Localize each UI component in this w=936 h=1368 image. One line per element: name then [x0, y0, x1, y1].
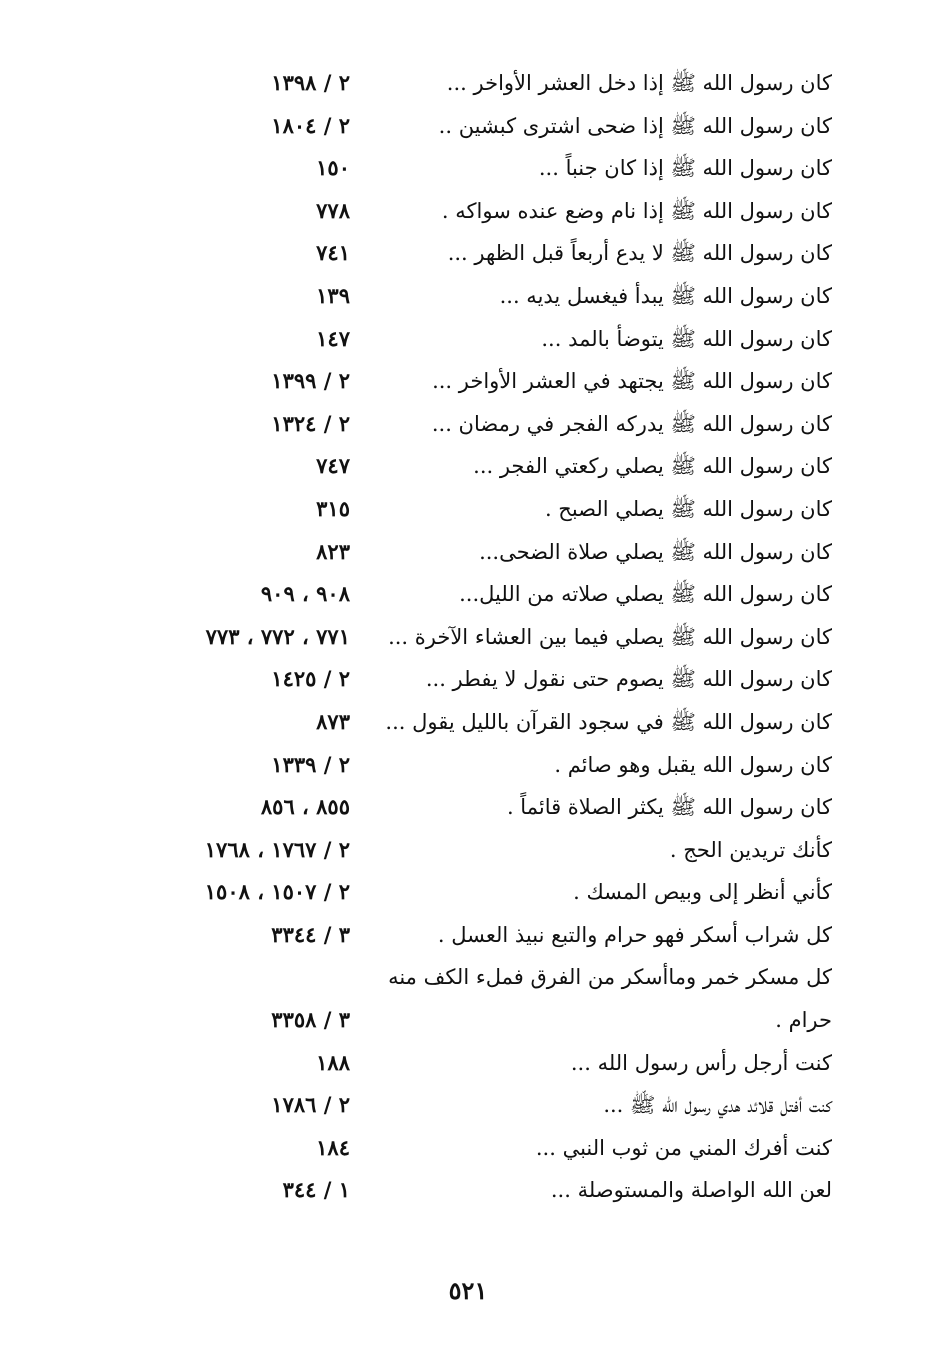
entry-reference: ١٨٨ [316, 1049, 350, 1075]
index-entry [120, 616, 832, 659]
entry-text: كأني أنظر إلى وبيص المسك . [573, 880, 832, 905]
index-entry [120, 403, 832, 446]
index-entry [120, 275, 832, 318]
entry-reference: ٨٢٣ [316, 538, 350, 564]
index-entry [120, 147, 832, 190]
index-entry [120, 1084, 832, 1127]
entry-reference: ٢ / ١٣٩٩ [271, 368, 350, 394]
entry-text: كان رسول الله يقبل وهو صائم . [554, 752, 832, 777]
entry-reference: ٣١٥ [316, 495, 350, 521]
index-entry [120, 1042, 832, 1085]
entry-text: كل مسكر خمر وماأسكر من الفرق فملء الكف منه [388, 965, 832, 990]
entry-text: كان رسول الله ﷺ إذا ضحى اشترى كبشين .. [438, 113, 832, 138]
entry-reference: ٢ / ١٨٠٤ [271, 112, 350, 138]
index-entry [120, 658, 832, 701]
index-entry [120, 488, 832, 531]
entry-reference: ٨٧٣ [316, 708, 350, 734]
entry-reference: ٣ / ٣٣٥٨ [271, 1007, 350, 1033]
entry-text: كان رسول الله ﷺ يكثر الصلاة قائماً . [506, 795, 832, 820]
entry-text: كنت أرجل رأس رسول الله ... [570, 1050, 832, 1075]
entry-text: كان رسول الله ﷺ يصلي صلاة الضحى... [479, 539, 832, 564]
index-entry [120, 1169, 832, 1212]
entry-reference: ٢ / ١٧٨٦ [271, 1092, 350, 1118]
index-entry [120, 232, 832, 275]
index-entry [120, 871, 832, 914]
index-entry [120, 829, 832, 872]
entry-text: كان رسول الله ﷺ يبدأ فيغسل يديه ... [499, 283, 832, 308]
entry-text: كأنك تريدين الحج . [669, 837, 832, 862]
entry-reference: ١ / ٣٤٤ [282, 1177, 350, 1203]
index-entry [120, 531, 832, 574]
entry-reference: ٧٧٨ [316, 197, 350, 223]
entry-reference: ٣ / ٣٣٤٤ [271, 921, 350, 947]
page-number: ٥٢١ [448, 1276, 488, 1305]
entry-text: كان رسول الله ﷺ إذا دخل العشر الأواخر ... [446, 71, 832, 95]
index-entry [120, 786, 832, 829]
entry-reference: ١٤٧ [316, 325, 350, 351]
entry-text: لعن الله الواصلة والمستوصلة ... [550, 1178, 832, 1203]
entry-text: كنت أفرك المني من ثوب النبي ... [535, 1135, 832, 1160]
index-entry [120, 105, 832, 148]
entry-text: كان رسول الله ﷺ يصلي صلاته من الليل... [459, 582, 832, 607]
entry-reference: ١٥٠ [316, 155, 350, 181]
index-entry [120, 701, 832, 744]
entry-reference: ٧٧١ ، ٧٧٢ ، ٧٧٣ [205, 623, 350, 649]
entry-text: كان رسول الله ﷺ يتوضأ بالمد ... [541, 326, 832, 351]
index-entry [120, 62, 832, 105]
entry-reference: ٩٠٨ ، ٩٠٩ [260, 581, 350, 607]
entry-reference: ٨٥٥ ، ٨٥٦ [260, 794, 350, 820]
entry-text: كان رسول الله ﷺ يصلي ركعتي الفجر ... [473, 454, 832, 479]
entry-reference: ١٣٩ [316, 282, 350, 308]
entry-reference: ٢ / ١٧٦٧ ، ١٧٦٨ [204, 836, 350, 862]
entry-reference: ٢ / ١٣٣٩ [271, 751, 350, 777]
entry-text: كان رسول الله ﷺ في سجود القرآن بالليل يقول ... [385, 709, 832, 734]
index-entry [120, 360, 832, 403]
index-entry [120, 1127, 832, 1170]
entry-reference: ٢ / ١٤٢٥ [271, 666, 350, 692]
index-entry [120, 190, 832, 233]
entry-text: كان رسول الله ﷺ يصوم حتى نقول لا يفطر ... [425, 667, 832, 692]
entry-reference: ٧٤١ [316, 240, 350, 266]
entry-text: حرام . [775, 1008, 832, 1033]
hadith-index-list [120, 62, 832, 1212]
index-entry [120, 573, 832, 616]
entry-text: كان رسول الله ﷺ يصلي الصبح . [544, 496, 832, 521]
entry-text: كل شراب أسكر فهو حرام والتبع نبيذ العسل . [437, 922, 832, 947]
entry-reference: ٧٤٧ [316, 453, 350, 479]
entry-reference: ٢ / ١٣٩٨ [271, 70, 350, 95]
entry-reference: ٢ / ١٣٢٤ [271, 410, 350, 436]
entry-text: كان رسول الله ﷺ لا يدع أربعاً قبل الظهر ... [447, 241, 832, 266]
entry-text: كان رسول الله ﷺ يصلي فيما بين العشاء الآخرة ... [388, 624, 832, 649]
index-entry [120, 999, 832, 1042]
index-entry [120, 956, 832, 999]
entry-text: كان رسول الله ﷺ إذا كان جنباً ... [538, 156, 832, 181]
index-entry [120, 914, 832, 957]
index-entry [120, 445, 832, 488]
entry-reference: ١٨٤ [316, 1134, 350, 1160]
entry-text: كان رسول الله ﷺ يدركه الفجر في رمضان ... [431, 411, 832, 436]
entry-text: كان رسول الله ﷺ يجتهد في العشر الأواخر ... [432, 369, 832, 394]
index-entry [120, 318, 832, 361]
entry-text: كان رسول الله ﷺ إذا نام وضع عنده سواكه . [441, 198, 832, 223]
index-entry [120, 744, 832, 787]
entry-reference: ٢ / ١٥٠٧ ، ١٥٠٨ [204, 879, 350, 905]
entry-text: كنت أفتل قلائد هدي رسول الله ﷺ ... [603, 1093, 832, 1118]
